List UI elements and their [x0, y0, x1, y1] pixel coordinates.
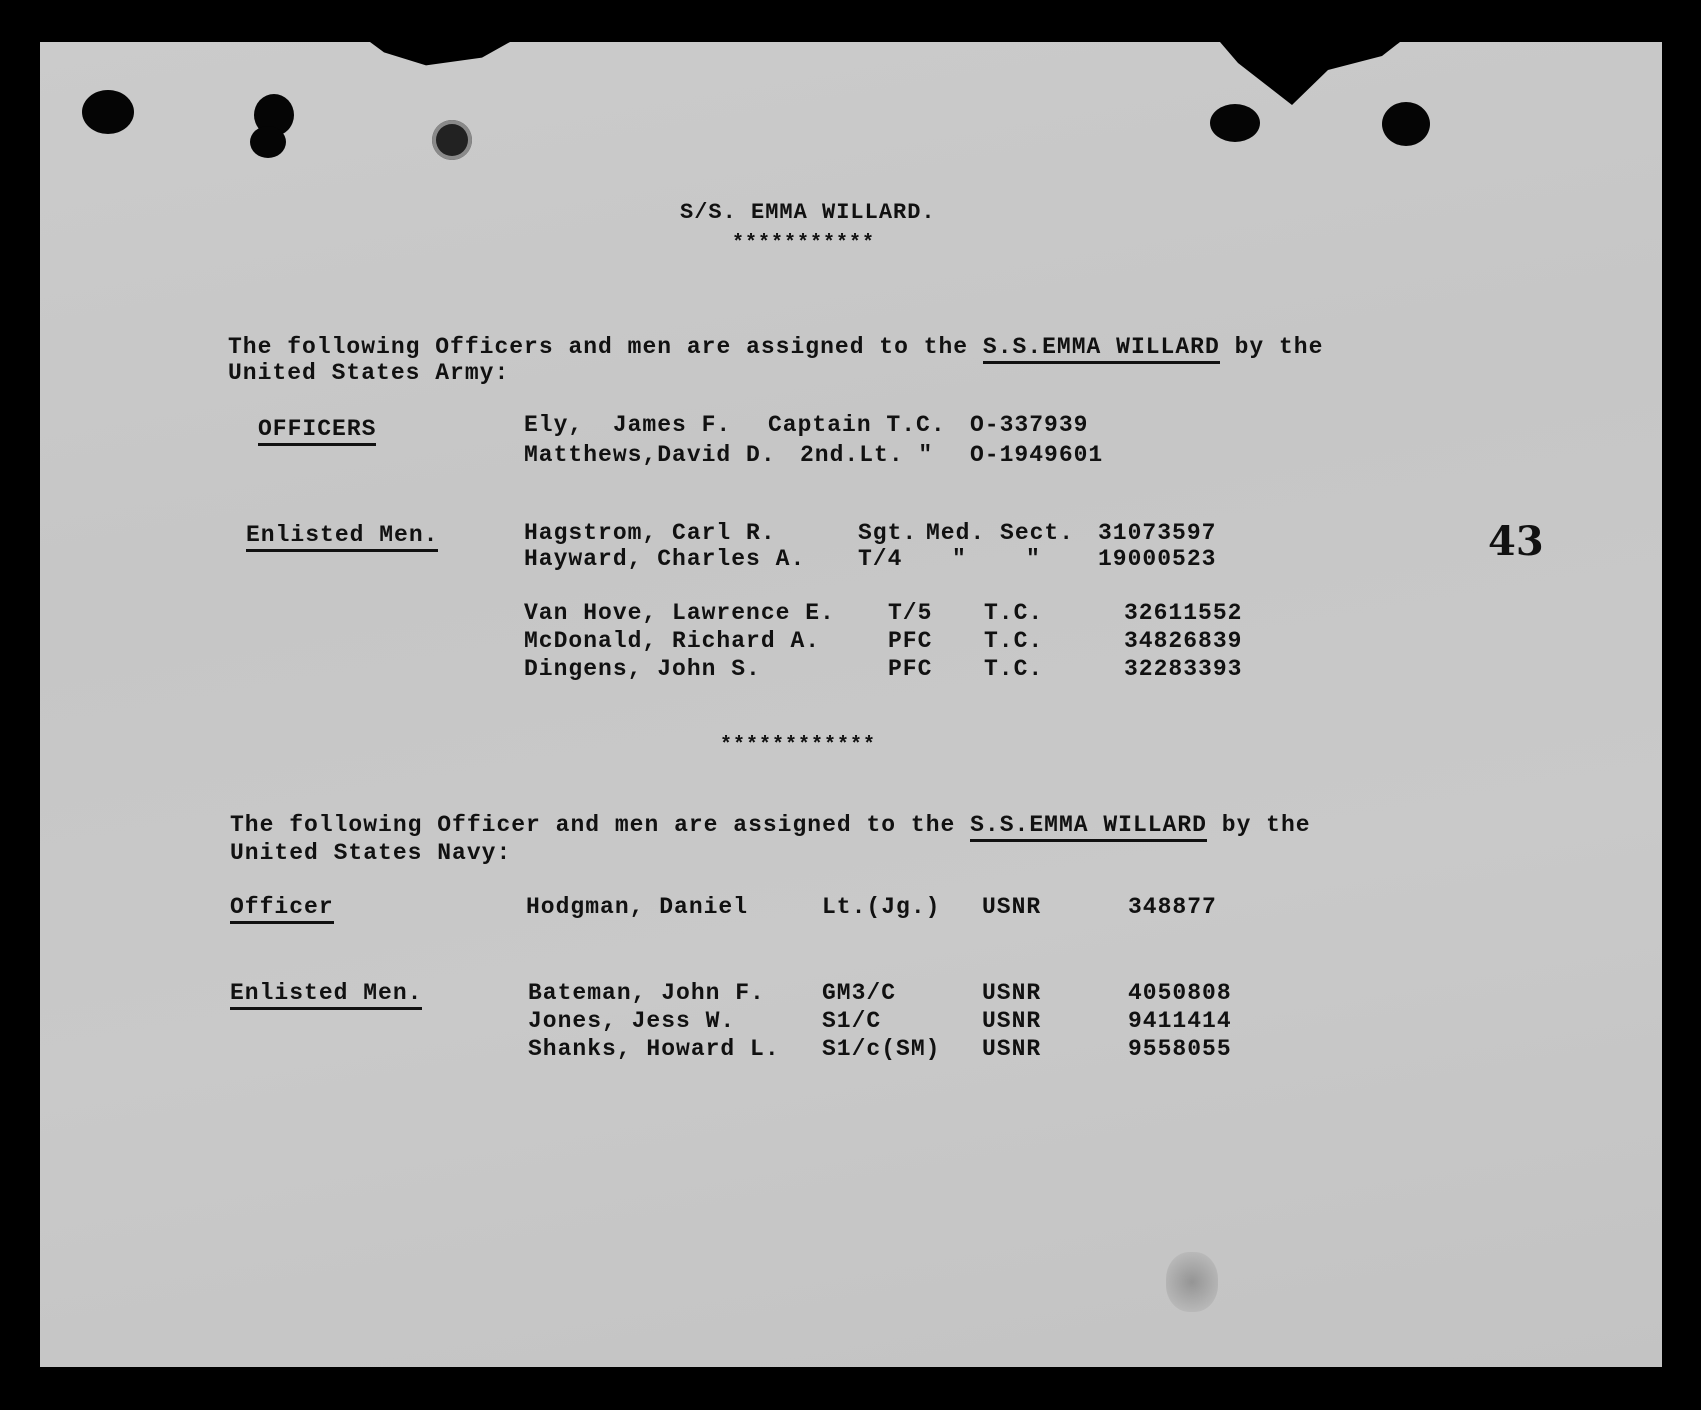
- navy-enlisted-3-name: Shanks, Howard L.: [528, 1036, 780, 1062]
- navy-officer-number: 348877: [1128, 894, 1217, 920]
- navy-officer-rank: Lt.(Jg.): [822, 894, 941, 920]
- army-enlisted-1-unit: Med. Sect.: [926, 520, 1075, 546]
- army-enlisted-5-rank: PFC: [888, 656, 933, 682]
- army-officer-2-number: O-1949601: [970, 442, 1104, 468]
- army-officer-1-name: Ely, James F.: [524, 412, 732, 438]
- army-intro-text: The following Officers and men are assigned to the: [228, 334, 983, 360]
- army-enlisted-5-unit: T.C.: [984, 656, 1044, 682]
- punch-hole-left: [82, 90, 134, 134]
- navy-intro-line-1: [230, 812, 1311, 838]
- navy-enlisted-label: Enlisted Men.: [230, 980, 422, 1010]
- navy-enlisted-2-rank: S1/C: [822, 1008, 882, 1034]
- army-enlisted-label: Enlisted Men.: [246, 522, 438, 552]
- navy-officer-unit: USNR: [982, 894, 1042, 920]
- navy-enlisted-1-rank: GM3/C: [822, 980, 897, 1006]
- page-number: 43: [1488, 518, 1544, 565]
- army-enlisted-2-rank: T/4: [858, 546, 903, 572]
- navy-enlisted-2-number: 9411414: [1128, 1008, 1232, 1034]
- punch-hole-left-lower: [250, 126, 286, 158]
- torn-edge-top: [370, 42, 510, 68]
- army-enlisted-1-name: Hagstrom, Carl R.: [524, 520, 776, 546]
- document-title: S/S. EMMA WILLARD.: [680, 200, 936, 225]
- title-stars: ***********: [732, 232, 876, 255]
- navy-enlisted-2-name: Jones, Jess W.: [528, 1008, 736, 1034]
- army-enlisted-3-rank: T/5: [888, 600, 933, 626]
- grommet-hole: [432, 120, 472, 160]
- navy-enlisted-3-rank: S1/c(SM): [822, 1036, 941, 1062]
- army-enlisted-3-number: 32611552: [1124, 600, 1243, 626]
- army-officer-2-rank: 2nd.Lt. ": [800, 442, 934, 468]
- army-enlisted-1-number: 31073597: [1098, 520, 1217, 546]
- army-enlisted-3-unit: T.C.: [984, 600, 1044, 626]
- navy-intro-text: The following Officer and men are assigned to the: [230, 812, 971, 838]
- navy-enlisted-2-unit: USNR: [982, 1008, 1042, 1034]
- navy-enlisted-1-unit: USNR: [982, 980, 1042, 1006]
- punch-hole-right-far: [1382, 102, 1430, 146]
- army-officer-2-name: Matthews,David D.: [524, 442, 776, 468]
- navy-enlisted-1-name: Bateman, John F.: [528, 980, 765, 1006]
- navy-enlisted-1-number: 4050808: [1128, 980, 1232, 1006]
- army-enlisted-1-rank: Sgt.: [858, 520, 918, 546]
- army-enlisted-3-name: Van Hove, Lawrence E.: [524, 600, 835, 626]
- navy-intro-line-2: United States Navy:: [230, 840, 512, 866]
- army-enlisted-2-unit: " ": [952, 546, 1041, 572]
- army-enlisted-2-number: 19000523: [1098, 546, 1217, 572]
- navy-officer-name: Hodgman, Daniel: [526, 894, 749, 920]
- officers-label: OFFICERS: [258, 416, 376, 446]
- navy-intro-tail: by the: [1206, 812, 1311, 838]
- torn-edge-top-right: [1220, 42, 1400, 112]
- army-enlisted-4-unit: T.C.: [984, 628, 1044, 654]
- document-page: [40, 42, 1662, 1367]
- army-intro-line-2: United States Army:: [228, 360, 510, 386]
- navy-ship-name: S.S.EMMA WILLARD: [970, 812, 1207, 842]
- army-enlisted-2-name: Hayward, Charles A.: [524, 546, 806, 572]
- army-intro-line-1: [228, 334, 1323, 360]
- punch-hole-right: [1210, 104, 1260, 142]
- army-enlisted-5-name: Dingens, John S.: [524, 656, 761, 682]
- paper-smudge: [1166, 1252, 1218, 1312]
- navy-officer-label: Officer: [230, 894, 334, 924]
- navy-enlisted-3-unit: USNR: [982, 1036, 1042, 1062]
- army-intro-tail: by the: [1219, 334, 1324, 360]
- army-officer-1-rank: Captain T.C.: [768, 412, 946, 438]
- army-ship-name: S.S.EMMA WILLARD: [983, 334, 1220, 364]
- navy-enlisted-3-number: 9558055: [1128, 1036, 1232, 1062]
- army-enlisted-5-number: 32283393: [1124, 656, 1243, 682]
- separator-stars: ************: [720, 734, 877, 757]
- army-officer-1-number: O-337939: [970, 412, 1089, 438]
- army-enlisted-4-name: McDonald, Richard A.: [524, 628, 821, 654]
- army-enlisted-4-rank: PFC: [888, 628, 933, 654]
- army-enlisted-4-number: 34826839: [1124, 628, 1243, 654]
